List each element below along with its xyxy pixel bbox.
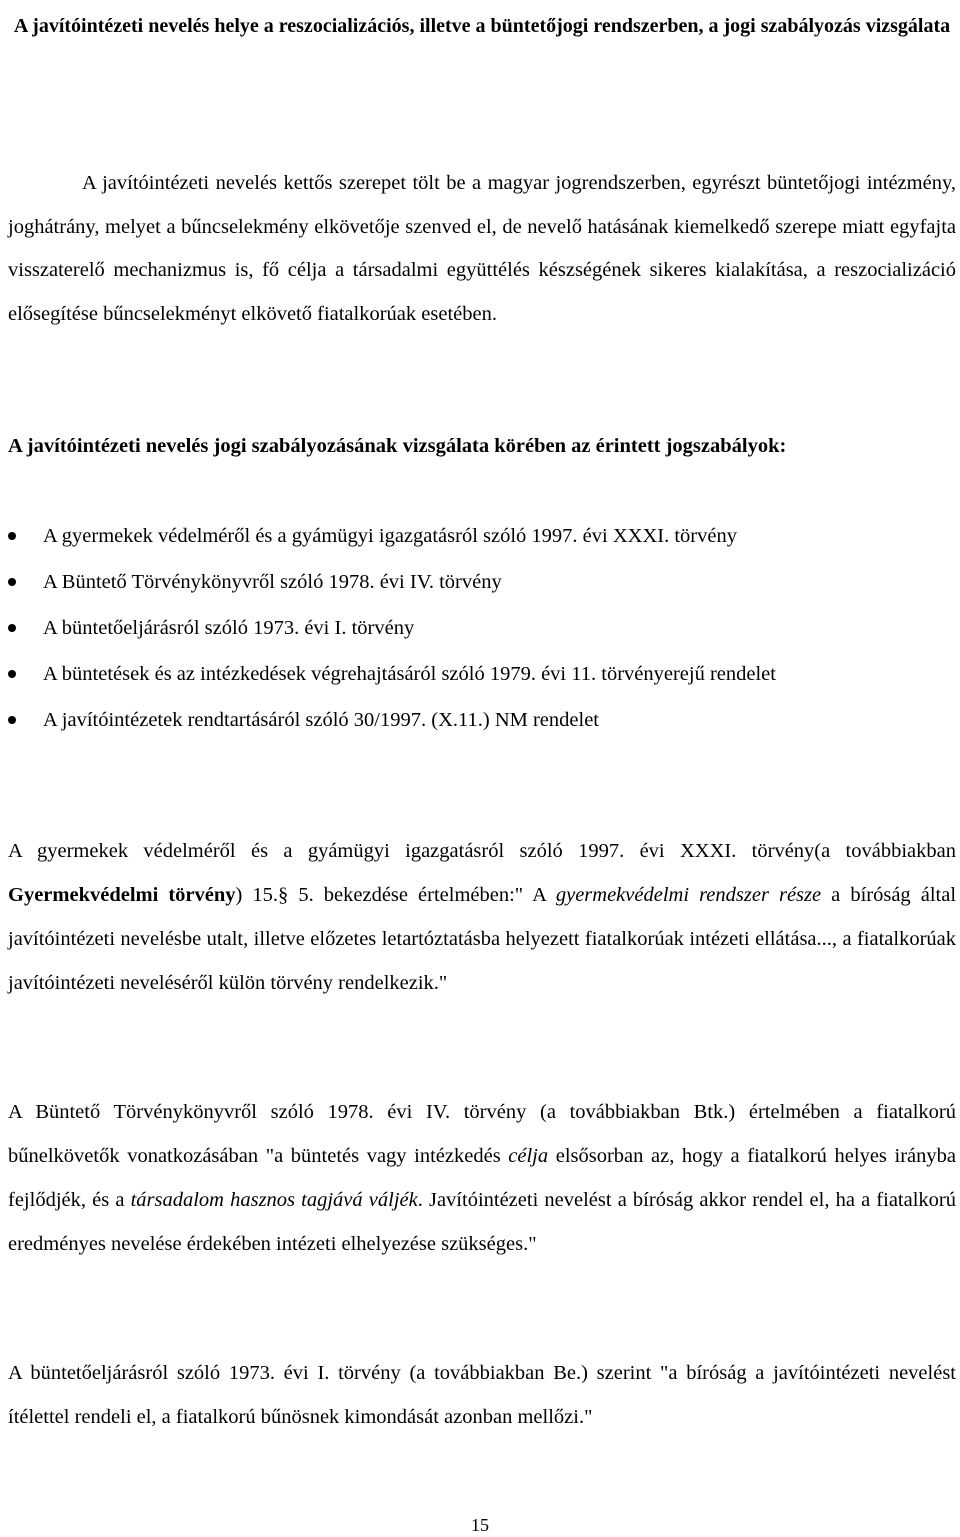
bullet-icon <box>8 624 16 632</box>
page-number: 15 <box>471 1515 489 1535</box>
bullet-icon <box>8 532 16 540</box>
emphasis: társadalom hasznos tagjává váljék <box>130 1189 418 1211</box>
list-item: A javítóintézetek rendtartásáról szóló 30/1997. (X.11.) NM rendelet <box>8 697 956 743</box>
bullet-icon <box>8 670 16 678</box>
intro-paragraph: A javítóintézeti nevelés kettős szerepet tölt be a magyar jogrendszerben, egyrészt büntetőjogi intézmény, joghátrány, melyet a bűncselekmény elkövetője szenved el, de nevelő hatásának kiemelkedő szerepe miatt egyfajta visszaterelő mechanizmus is, fő célja a társadalmi együttélés készségének sikeres kialakítása, a reszocializáció elősegítése bűncselekményt elkövető fiatalkorúak esetében. <box>8 172 956 325</box>
bullet-icon <box>8 716 16 724</box>
emphasis: gyermekvédelmi rendszer része <box>555 884 822 906</box>
list-item: A büntetőeljárásról szóló 1973. évi I. törvény <box>8 605 956 651</box>
criminal-code-paragraph: A Büntető Törvénykönyvről szóló 1978. évi IV. törvény (a továbbiakban Btk.) értelmében a fiatalkorú bűnelkövetők vonatkozásában "a büntetés vagy intézkedés célja elsősorban az, hogy a fiatalkorú helyes irányba fejlődjék, és a társadalom hasznos tagjává váljék. Javítóintézeti nevelést a bíróság akkor rendel el, ha a fiatalkorú eredményes nevelése érdekében intézeti elhelyezése szükséges." <box>8 1101 956 1255</box>
emphasis: célja <box>508 1145 549 1167</box>
list-item: A gyermekek védelméről és a gyámügyi igazgatásról szóló 1997. évi XXXI. törvény <box>8 513 956 559</box>
laws-heading: A javítóintézeti nevelés jogi szabályozásának vizsgálata körében az érintett jogszabályok: <box>8 435 787 457</box>
child-protection-paragraph: A gyermekek védelméről és a gyámügyi igazgatásról szóló 1997. évi XXXI. törvény(a továbbiakban Gyermekvédelmi törvény) 15.§ 5. bekezdése értelmében:" A gyermekvédelmi rendszer része a bíróság által javítóintézeti nevelésbe utalt, illetve előzetes letartóztatásba helyezett fiatalkorúak intézeti ellátása..., a fiatalkorúak javítóintézeti neveléséről külön törvény rendelkezik." <box>8 840 957 994</box>
bullet-icon <box>8 578 16 586</box>
laws-list <box>8 513 956 743</box>
list-item: A Büntető Törvénykönyvről szóló 1978. évi IV. törvény <box>8 559 956 605</box>
list-item: A büntetések és az intézkedések végrehajtásáról szóló 1979. évi 11. törvényerejű rendelet <box>8 651 956 697</box>
defined-term: Gyermekvédelmi törvény <box>8 884 236 906</box>
criminal-procedure-paragraph: A büntetőeljárásról szóló 1973. évi I. törvény (a továbbiakban Be.) szerint "a bíróság a javítóintézeti nevelést ítélettel rendeli el, a fiatalkorú bűnösnek kimondását azonban mellőzi." <box>8 1362 956 1428</box>
page-title: A javítóintézeti nevelés helye a reszocializációs, illetve a büntetőjogi rendszerben, a jogi szabályozás vizsgálata <box>13 15 951 37</box>
